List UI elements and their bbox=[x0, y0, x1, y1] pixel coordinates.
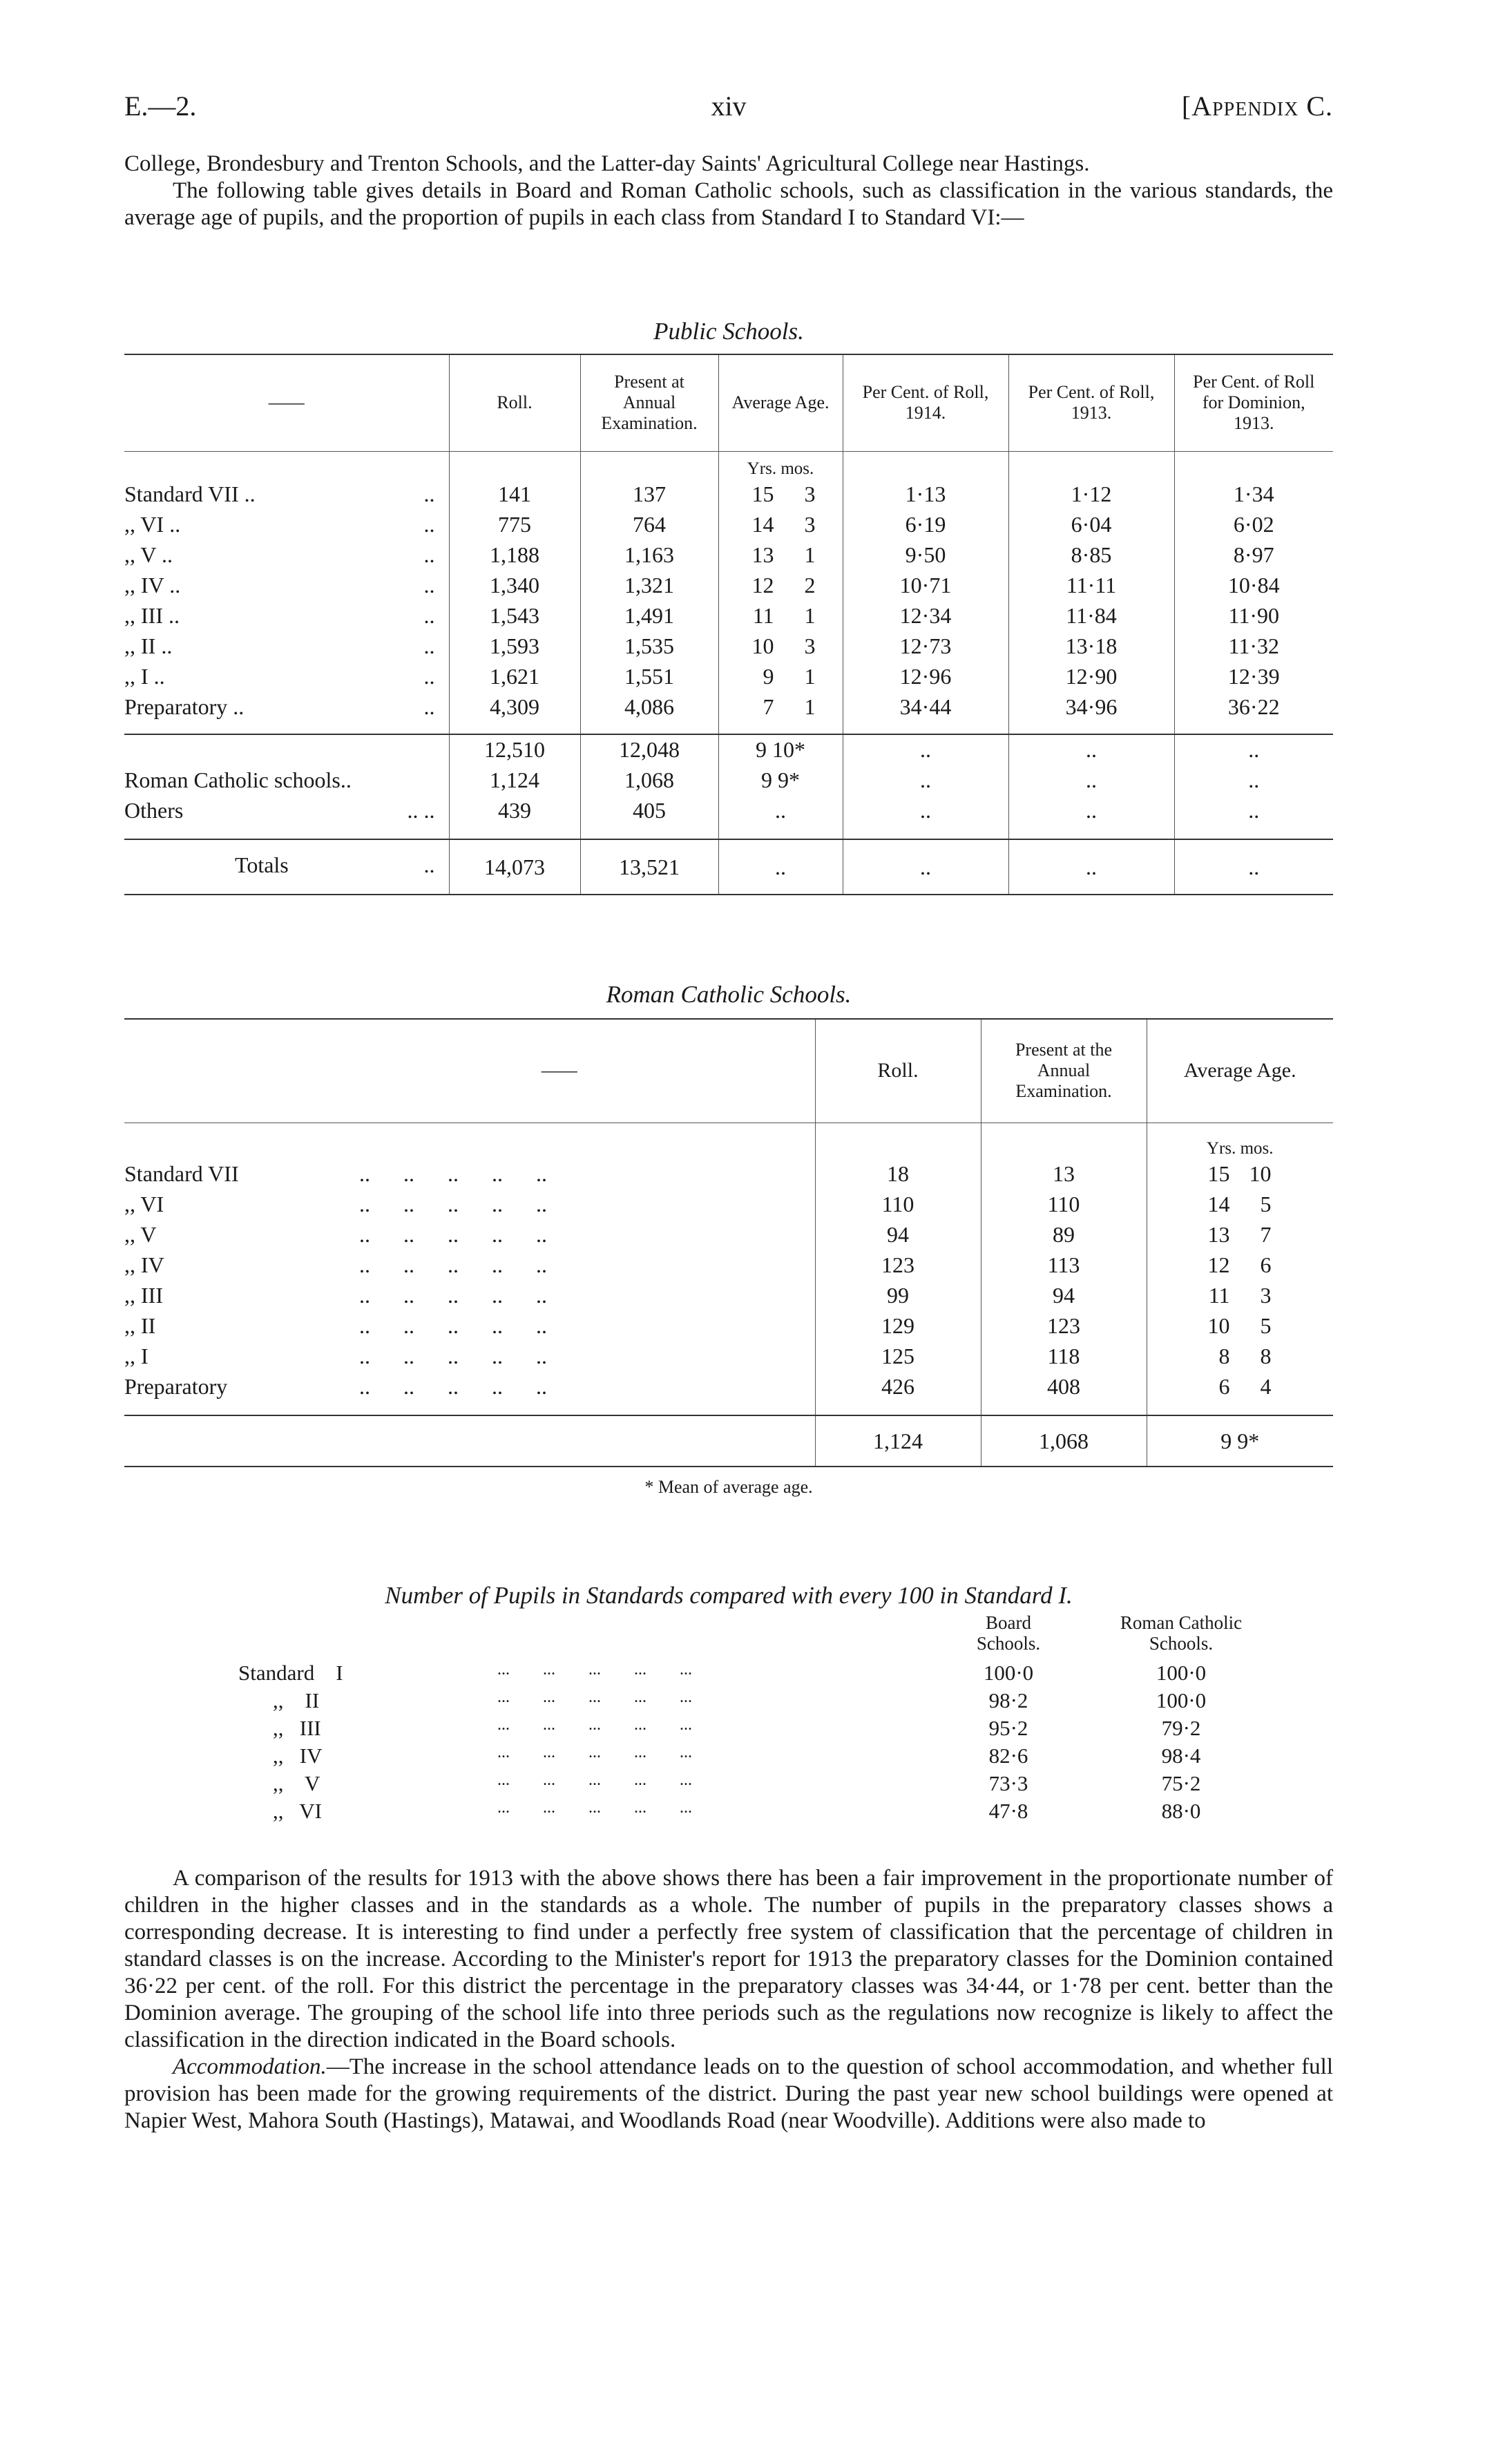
public-row bbox=[124, 661, 1333, 691]
rc-row bbox=[124, 1219, 1333, 1250]
rc-row-dots: .. .. .. .. .. bbox=[359, 1343, 547, 1368]
row-age-mos: 1 bbox=[804, 602, 816, 628]
public-header-present: Present at Annual Examination. bbox=[580, 354, 718, 451]
row-pc1913: 6·04 bbox=[1008, 509, 1174, 539]
others-pc1913: .. bbox=[1008, 795, 1174, 825]
public-schools-section bbox=[124, 318, 1333, 895]
rc-total-present: 1,068 bbox=[981, 1415, 1147, 1467]
rc-row-dots: .. .. .. .. .. bbox=[359, 1252, 547, 1277]
rc-row-present: 118 bbox=[981, 1341, 1147, 1371]
pupils-row-label: ,, V bbox=[273, 1771, 320, 1795]
rc-row-roll: 129 bbox=[815, 1310, 981, 1341]
row-present: 4,086 bbox=[580, 691, 718, 722]
totals-present: 13,521 bbox=[580, 839, 718, 895]
closing-paragraph-1: A comparison of the results for 1913 with the above shows there has been a fair improvement in the proportionate number of children in the higher classes and in the standards as a whole. The number of pupils in the preparatory classes shows a corresponding decrease. It is interesting to find under a perfectly free system of classification that the percentage of children in standard classes is on the increase. According to the Minister's report for 1913 the preparatory classes for the Dominion contained 36·22 per cent. of the roll. For this district the percentage in the preparatory classes was 34·44, or 1·78 per cent. better than the Dominion average. The grouping of the school life into three periods such as the regulations now recognize is likely to affect the classification in the direction indicated in the Board schools. bbox=[124, 1866, 1333, 2052]
rc-row-roll: 94 bbox=[815, 1219, 981, 1250]
pupils-caption: Number of Pupils in Standards compared with every 100 in Standard I. bbox=[385, 1582, 1073, 1609]
pupils-row-board: 82·6 bbox=[988, 1744, 1028, 1768]
header-left: E.—2. bbox=[124, 90, 197, 122]
public-units-row bbox=[124, 451, 1333, 479]
rc-total-row bbox=[124, 1415, 1333, 1467]
subtotal-roll: 12,510 bbox=[449, 734, 580, 765]
row-pc1913: 34·96 bbox=[1008, 691, 1174, 722]
row-roll: 1,188 bbox=[449, 539, 580, 570]
rc-header-age: Average Age. bbox=[1147, 1019, 1333, 1123]
public-header-blank: —— bbox=[268, 392, 305, 413]
rc-row-age bbox=[1147, 1371, 1333, 1402]
public-header-pc1914: Per Cent. of Roll, 1914. bbox=[843, 354, 1008, 451]
rc-row-label: ,, V bbox=[124, 1221, 157, 1247]
rc-row bbox=[124, 1371, 1333, 1402]
row-age-yrs: 9 bbox=[763, 663, 774, 689]
pupils-row-label: ,, IV bbox=[273, 1744, 323, 1768]
row-age-yrs: 10 bbox=[751, 633, 774, 658]
rc-row-age bbox=[1147, 1280, 1333, 1310]
rc-row-present: 89 bbox=[981, 1219, 1147, 1250]
rc-row-age-yrs: 14 bbox=[1207, 1191, 1230, 1216]
pupils-row bbox=[124, 1716, 1333, 1744]
public-row bbox=[124, 570, 1333, 600]
rc-row-age-yrs: 15 bbox=[1207, 1161, 1230, 1186]
rc-row-age-mos: 10 bbox=[1249, 1161, 1272, 1186]
row-pc1913: 11·11 bbox=[1008, 570, 1174, 600]
rc-row-age-yrs: 13 bbox=[1207, 1221, 1230, 1247]
row-age bbox=[718, 509, 843, 539]
rc-row-roll: 125 bbox=[815, 1341, 981, 1371]
rc-row-roll: 426 bbox=[815, 1371, 981, 1402]
intro-paragraph-1: College, Brondesbury and Trenton Schools, and the Latter-day Saints' Agricultural College near Hastings. bbox=[124, 151, 1090, 176]
public-others-row bbox=[124, 795, 1333, 825]
others-pcdom: .. bbox=[1174, 795, 1333, 825]
pupils-row-label: Standard I bbox=[238, 1661, 343, 1685]
public-row bbox=[124, 631, 1333, 661]
pupils-row-rc: 79·2 bbox=[1161, 1716, 1201, 1740]
public-age-units: Yrs. mos. bbox=[718, 451, 843, 479]
row-age bbox=[718, 661, 843, 691]
rc-row-present: 94 bbox=[981, 1280, 1147, 1310]
row-pc1913: 11·84 bbox=[1008, 600, 1174, 631]
rc-age: 9 9* bbox=[718, 765, 843, 795]
rc-header-present: Present at the Annual Examination. bbox=[981, 1019, 1147, 1123]
rc-row-age-mos: 7 bbox=[1260, 1221, 1272, 1247]
header-page-number: xiv bbox=[711, 90, 747, 122]
rc-pcdom: .. bbox=[1174, 765, 1333, 795]
rc-schools-table bbox=[124, 1018, 1333, 1467]
row-pc1913: 8·85 bbox=[1008, 539, 1174, 570]
row-pcdom: 12·39 bbox=[1174, 661, 1333, 691]
row-age bbox=[718, 600, 843, 631]
pupils-row-label: ,, VI bbox=[273, 1799, 322, 1823]
rc-row-present: 113 bbox=[981, 1250, 1147, 1280]
public-row bbox=[124, 509, 1333, 539]
rc-row bbox=[124, 1280, 1333, 1310]
public-row bbox=[124, 600, 1333, 631]
row-label: Preparatory .. bbox=[124, 694, 245, 719]
row-pc1914: 12·73 bbox=[843, 631, 1008, 661]
others-present: 405 bbox=[580, 795, 718, 825]
public-rc-row bbox=[124, 765, 1333, 795]
row-age-yrs: 7 bbox=[763, 694, 774, 719]
row-roll: 1,543 bbox=[449, 600, 580, 631]
rc-present: 1,068 bbox=[580, 765, 718, 795]
rc-row-age-yrs: 11 bbox=[1208, 1282, 1230, 1308]
row-pc1914: 12·34 bbox=[843, 600, 1008, 631]
pupils-row-rc: 100·0 bbox=[1156, 1661, 1207, 1685]
totals-pc1913: .. bbox=[1008, 839, 1174, 895]
row-age-mos: 1 bbox=[804, 694, 816, 719]
row-age-yrs: 13 bbox=[751, 542, 774, 567]
rc-row bbox=[124, 1341, 1333, 1371]
rc-row-age-mos: 4 bbox=[1260, 1373, 1272, 1399]
pupils-row bbox=[124, 1771, 1333, 1799]
rc-row-age bbox=[1147, 1310, 1333, 1341]
rc-row-age bbox=[1147, 1341, 1333, 1371]
row-pcdom: 36·22 bbox=[1174, 691, 1333, 722]
rc-total-age: 9 9* bbox=[1147, 1415, 1333, 1467]
pupils-row-board: 47·8 bbox=[988, 1799, 1028, 1823]
rc-row-label: ,, II bbox=[124, 1312, 156, 1338]
row-age-mos: 3 bbox=[804, 511, 816, 537]
public-row bbox=[124, 539, 1333, 570]
row-age-mos: 1 bbox=[804, 542, 816, 567]
pupils-row-dots: ... ... ... ... ... bbox=[497, 1661, 692, 1679]
totals-dots: .. bbox=[423, 852, 435, 877]
row-dots: .. bbox=[423, 572, 435, 598]
rc-row-roll: 123 bbox=[815, 1250, 981, 1280]
rc-row-age-mos: 8 bbox=[1260, 1343, 1272, 1368]
row-age-mos: 1 bbox=[804, 663, 816, 689]
rc-pc1914: .. bbox=[843, 765, 1008, 795]
rc-row-age-mos: 6 bbox=[1260, 1252, 1272, 1277]
rc-row bbox=[124, 1250, 1333, 1280]
row-present: 1,535 bbox=[580, 631, 718, 661]
row-pc1914: 6·19 bbox=[843, 509, 1008, 539]
row-roll: 141 bbox=[449, 479, 580, 509]
public-header-pc1913: Per Cent. of Roll, 1913. bbox=[1008, 354, 1174, 451]
intro-text bbox=[124, 151, 1333, 231]
closing-paragraph-2 bbox=[124, 2054, 1333, 2134]
rc-pc1913: .. bbox=[1008, 765, 1174, 795]
row-label: ,, III .. bbox=[124, 602, 180, 628]
row-age-yrs: 15 bbox=[751, 481, 774, 506]
row-label: ,, V .. bbox=[124, 542, 173, 567]
rc-row-dots: .. .. .. .. .. bbox=[359, 1161, 547, 1186]
public-schools-caption: Public Schools. bbox=[653, 318, 804, 345]
pupils-row-rc: 100·0 bbox=[1156, 1688, 1207, 1712]
totals-age: .. bbox=[718, 839, 843, 895]
row-age-mos: 3 bbox=[804, 633, 816, 658]
row-present: 1,321 bbox=[580, 570, 718, 600]
pupils-section bbox=[124, 1582, 1333, 1826]
pupils-row bbox=[124, 1688, 1333, 1716]
row-pc1914: 1·13 bbox=[843, 479, 1008, 509]
rc-row bbox=[124, 1158, 1333, 1189]
row-roll: 1,621 bbox=[449, 661, 580, 691]
row-pcdom: 1·34 bbox=[1174, 479, 1333, 509]
rc-header-blank: —— bbox=[541, 1060, 577, 1081]
rc-roll: 1,124 bbox=[449, 765, 580, 795]
rc-schools-section bbox=[124, 981, 1333, 1498]
totals-pc1914: .. bbox=[843, 839, 1008, 895]
public-totals-row bbox=[124, 839, 1333, 895]
others-dots: .. .. bbox=[407, 797, 435, 823]
rc-row-present: 408 bbox=[981, 1371, 1147, 1402]
row-dots: .. bbox=[423, 663, 435, 689]
row-age bbox=[718, 691, 843, 722]
totals-pcdom: .. bbox=[1174, 839, 1333, 895]
subtotal-age: 9 10* bbox=[718, 734, 843, 765]
rc-row-label: ,, VI bbox=[124, 1191, 164, 1216]
public-subtotal-row bbox=[124, 734, 1333, 765]
rc-row-age-mos: 3 bbox=[1260, 1282, 1272, 1308]
row-pc1913: 12·90 bbox=[1008, 661, 1174, 691]
rc-row-label: Preparatory bbox=[124, 1373, 228, 1399]
rc-row-age-yrs: 10 bbox=[1207, 1312, 1230, 1338]
others-label: Others bbox=[124, 797, 184, 823]
others-age: .. bbox=[718, 795, 843, 825]
pupils-rows bbox=[124, 1661, 1333, 1826]
closing-text bbox=[124, 1865, 1333, 2134]
pupils-col-board: Board Schools. bbox=[976, 1612, 1041, 1654]
row-pc1914: 34·44 bbox=[843, 691, 1008, 722]
pupils-row-dots: ... ... ... ... ... bbox=[497, 1716, 692, 1734]
pupils-row bbox=[124, 1799, 1333, 1826]
row-roll: 4,309 bbox=[449, 691, 580, 722]
rc-row-dots: .. .. .. .. .. bbox=[359, 1282, 547, 1308]
row-label: ,, II .. bbox=[124, 633, 173, 658]
row-pc1913: 13·18 bbox=[1008, 631, 1174, 661]
subtotal-present: 12,048 bbox=[580, 734, 718, 765]
rc-header-roll: Roll. bbox=[815, 1019, 981, 1123]
rc-row-roll: 110 bbox=[815, 1189, 981, 1219]
subtotal-pc1914: .. bbox=[843, 734, 1008, 765]
rc-row-age-yrs: 8 bbox=[1218, 1343, 1230, 1368]
public-header-age: Average Age. bbox=[718, 354, 843, 451]
rc-row bbox=[124, 1189, 1333, 1219]
row-label: ,, VI .. bbox=[124, 511, 181, 537]
row-label: ,, IV .. bbox=[124, 572, 181, 598]
pupils-row-dots: ... ... ... ... ... bbox=[497, 1688, 692, 1706]
pupils-row-rc: 98·4 bbox=[1161, 1744, 1201, 1768]
others-pc1914: .. bbox=[843, 795, 1008, 825]
row-pcdom: 10·84 bbox=[1174, 570, 1333, 600]
rc-footnote: * Mean of average age. bbox=[644, 1477, 813, 1497]
accommodation-heading: Accommodation. bbox=[173, 2054, 327, 2079]
pupils-row-label: ,, II bbox=[273, 1688, 320, 1712]
row-present: 1,491 bbox=[580, 600, 718, 631]
row-pc1914: 10·71 bbox=[843, 570, 1008, 600]
header-right: [Appendix C. bbox=[1181, 90, 1333, 122]
row-dots: .. bbox=[423, 481, 435, 506]
rc-row-present: 123 bbox=[981, 1310, 1147, 1341]
rc-row-dots: .. .. .. .. .. bbox=[359, 1312, 547, 1338]
subtotal-pc1913: .. bbox=[1008, 734, 1174, 765]
pupils-row-rc: 88·0 bbox=[1161, 1799, 1201, 1823]
row-age bbox=[718, 570, 843, 600]
rc-row-label: ,, IV bbox=[124, 1252, 164, 1277]
rc-row-age bbox=[1147, 1158, 1333, 1189]
subtotal-pcdom: .. bbox=[1174, 734, 1333, 765]
row-pcdom: 8·97 bbox=[1174, 539, 1333, 570]
rc-header-row bbox=[124, 1019, 1333, 1123]
row-age bbox=[718, 479, 843, 509]
row-pc1913: 1·12 bbox=[1008, 479, 1174, 509]
pupils-col-rc: Roman Catholic Schools. bbox=[1120, 1612, 1243, 1654]
row-age-yrs: 12 bbox=[751, 572, 774, 598]
public-row bbox=[124, 691, 1333, 722]
rc-row-dots: .. .. .. .. .. bbox=[359, 1221, 547, 1247]
row-pc1914: 12·96 bbox=[843, 661, 1008, 691]
rc-age-units: Yrs. mos. bbox=[1147, 1123, 1333, 1158]
rc-row-present: 13 bbox=[981, 1158, 1147, 1189]
pupils-row-dots: ... ... ... ... ... bbox=[497, 1744, 692, 1761]
row-roll: 1,340 bbox=[449, 570, 580, 600]
public-header-row bbox=[124, 354, 1333, 451]
row-age-mos: 3 bbox=[804, 481, 816, 506]
public-header-pcdom: Per Cent. of Roll for Dominion, 1913. bbox=[1174, 354, 1333, 451]
row-pc1914: 9·50 bbox=[843, 539, 1008, 570]
others-roll: 439 bbox=[449, 795, 580, 825]
row-label: Standard VII .. bbox=[124, 481, 256, 506]
row-label: ,, I .. bbox=[124, 663, 165, 689]
rc-row-dots: .. .. .. .. .. bbox=[359, 1191, 547, 1216]
row-dots: .. bbox=[423, 542, 435, 567]
rc-row-age-yrs: 12 bbox=[1207, 1252, 1230, 1277]
row-present: 137 bbox=[580, 479, 718, 509]
rc-row-present: 110 bbox=[981, 1189, 1147, 1219]
public-row bbox=[124, 479, 1333, 509]
accommodation-text: —The increase in the school attendance leads on to the question of school accommodation, and whether full provision has been made for the growing requirements of the district. During the past year new school buildings were opened at Napier West, Mahora South (Hastings), Matawai, and Woodlands Road (near Woodville). Additions were also made to bbox=[124, 2054, 1333, 2133]
pupils-row-dots: ... ... ... ... ... bbox=[497, 1771, 692, 1789]
rc-row-label: ,, I bbox=[124, 1343, 148, 1368]
totals-roll: 14,073 bbox=[449, 839, 580, 895]
rc-row-age-mos: 5 bbox=[1260, 1312, 1272, 1338]
row-present: 1,551 bbox=[580, 661, 718, 691]
public-schools-table bbox=[124, 354, 1333, 895]
pupils-row-rc: 75·2 bbox=[1161, 1771, 1201, 1795]
pupils-row bbox=[124, 1744, 1333, 1771]
rc-row-label: ,, III bbox=[124, 1282, 163, 1308]
row-age bbox=[718, 631, 843, 661]
pupils-row-label: ,, III bbox=[273, 1716, 321, 1740]
rc-row bbox=[124, 1310, 1333, 1341]
pupils-row-board: 95·2 bbox=[988, 1716, 1028, 1740]
rc-row-age-yrs: 6 bbox=[1218, 1373, 1230, 1399]
row-pcdom: 11·32 bbox=[1174, 631, 1333, 661]
intro-paragraph-2: The following table gives details in Board and Roman Catholic schools, such as classification in the various standards, the average age of pupils, and the proportion of pupils in each class from Standard I to Standard VI:— bbox=[124, 178, 1333, 230]
row-age-yrs: 11 bbox=[752, 602, 774, 628]
pupils-row-dots: ... ... ... ... ... bbox=[497, 1799, 692, 1817]
row-age bbox=[718, 539, 843, 570]
row-age-mos: 2 bbox=[804, 572, 816, 598]
row-dots: .. bbox=[423, 602, 435, 628]
rc-row-age-mos: 5 bbox=[1260, 1191, 1272, 1216]
rc-row-roll: 18 bbox=[815, 1158, 981, 1189]
rc-total-roll: 1,124 bbox=[815, 1415, 981, 1467]
row-pcdom: 6·02 bbox=[1174, 509, 1333, 539]
pupils-row-board: 98·2 bbox=[988, 1688, 1028, 1712]
row-present: 764 bbox=[580, 509, 718, 539]
pupils-row-board: 73·3 bbox=[988, 1771, 1028, 1795]
pupils-row-board: 100·0 bbox=[983, 1661, 1034, 1685]
row-roll: 775 bbox=[449, 509, 580, 539]
rc-row-age bbox=[1147, 1250, 1333, 1280]
row-age-yrs: 14 bbox=[751, 511, 774, 537]
totals-label: Totals bbox=[235, 852, 289, 877]
page-header bbox=[124, 90, 1333, 131]
pupils-col-headers bbox=[124, 1612, 1333, 1654]
rc-label: Roman Catholic schools.. bbox=[124, 767, 352, 792]
row-dots: .. bbox=[423, 633, 435, 658]
row-pcdom: 11·90 bbox=[1174, 600, 1333, 631]
rc-row-roll: 99 bbox=[815, 1280, 981, 1310]
public-header-roll: Roll. bbox=[449, 354, 580, 451]
rc-row-label: Standard VII bbox=[124, 1161, 239, 1186]
rc-row-age bbox=[1147, 1189, 1333, 1219]
rc-schools-caption: Roman Catholic Schools. bbox=[606, 981, 852, 1008]
row-dots: .. bbox=[423, 694, 435, 719]
row-present: 1,163 bbox=[580, 539, 718, 570]
pupils-row bbox=[124, 1661, 1333, 1688]
row-dots: .. bbox=[423, 511, 435, 537]
row-roll: 1,593 bbox=[449, 631, 580, 661]
rc-units-row bbox=[124, 1123, 1333, 1158]
rc-row-dots: .. .. .. .. .. bbox=[359, 1373, 547, 1399]
rc-row-age bbox=[1147, 1219, 1333, 1250]
